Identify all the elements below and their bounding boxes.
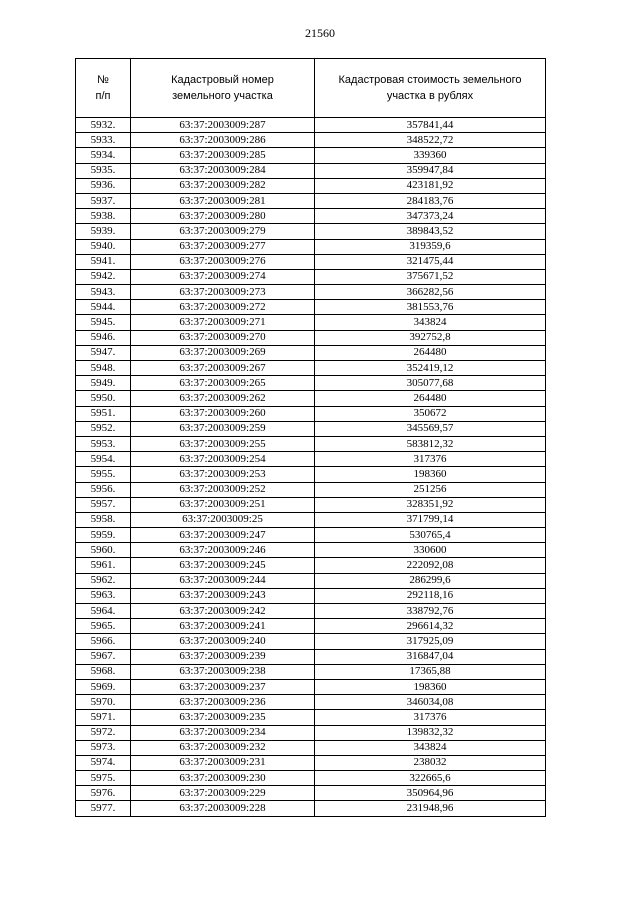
cadastral-value-cell: 292118,16	[315, 588, 546, 603]
table-row	[76, 801, 546, 816]
cadastral-number-cell: 63:37:2003009:238	[131, 664, 315, 679]
cadastral-number-cell: 63:37:2003009:254	[131, 452, 315, 467]
cadastral-value-cell: 296614,32	[315, 619, 546, 634]
header-cadastral-value	[315, 59, 546, 118]
table-row	[76, 224, 546, 239]
table-row	[76, 786, 546, 801]
table-row	[76, 497, 546, 512]
table-row	[76, 649, 546, 664]
table-row	[76, 118, 546, 133]
cadastral-value-cell: 348522,72	[315, 133, 546, 148]
cadastral-number-cell: 63:37:2003009:276	[131, 254, 315, 269]
cadastral-value-cell: 366282,56	[315, 285, 546, 300]
row-number-cell: 5966.	[76, 634, 131, 649]
table-row	[76, 285, 546, 300]
table-row	[76, 330, 546, 345]
cadastral-value-cell: 264480	[315, 345, 546, 360]
cadastral-value-cell: 317376	[315, 710, 546, 725]
cadastral-value-cell: 357841,44	[315, 118, 546, 133]
cadastral-value-cell: 343824	[315, 315, 546, 330]
table-row	[76, 178, 546, 193]
cadastral-value-cell: 530765,4	[315, 528, 546, 543]
row-number-cell: 5957.	[76, 497, 131, 512]
cadastral-value-cell: 321475,44	[315, 254, 546, 269]
cadastral-value-cell: 345569,57	[315, 421, 546, 436]
row-number-cell: 5953.	[76, 436, 131, 451]
cadastral-value-cell: 305077,68	[315, 376, 546, 391]
row-number-cell: 5969.	[76, 679, 131, 694]
cadastral-number-cell: 63:37:2003009:253	[131, 467, 315, 482]
cadastral-value-cell: 139832,32	[315, 725, 546, 740]
row-number-cell: 5963.	[76, 588, 131, 603]
row-number-cell: 5941.	[76, 254, 131, 269]
row-number-cell: 5940.	[76, 239, 131, 254]
row-number-cell: 5968.	[76, 664, 131, 679]
cadastral-number-cell: 63:37:2003009:237	[131, 679, 315, 694]
table-row	[76, 695, 546, 710]
row-number-cell: 5943.	[76, 285, 131, 300]
table-row	[76, 452, 546, 467]
table-row	[76, 148, 546, 163]
cadastral-value-cell: 583812,32	[315, 436, 546, 451]
cadastral-value-cell: 316847,04	[315, 649, 546, 664]
cadastral-number-cell: 63:37:2003009:267	[131, 361, 315, 376]
table-row	[76, 133, 546, 148]
table-row	[76, 740, 546, 755]
table-row	[76, 163, 546, 178]
cadastral-value-cell: 286299,6	[315, 573, 546, 588]
cadastral-number-cell: 63:37:2003009:240	[131, 634, 315, 649]
cadastral-number-cell: 63:37:2003009:287	[131, 118, 315, 133]
table-row	[76, 361, 546, 376]
row-number-cell: 5977.	[76, 801, 131, 816]
cadastral-value-cell: 317376	[315, 452, 546, 467]
cadastral-number-cell: 63:37:2003009:251	[131, 497, 315, 512]
row-number-cell: 5964.	[76, 604, 131, 619]
table-row	[76, 467, 546, 482]
row-number-cell: 5973.	[76, 740, 131, 755]
row-number-cell: 5939.	[76, 224, 131, 239]
table-row	[76, 239, 546, 254]
table-row	[76, 254, 546, 269]
cadastral-number-cell: 63:37:2003009:236	[131, 695, 315, 710]
cadastral-number-cell: 63:37:2003009:281	[131, 193, 315, 208]
cadastral-value-cell: 17365,88	[315, 664, 546, 679]
row-number-cell: 5934.	[76, 148, 131, 163]
row-number-cell: 5954.	[76, 452, 131, 467]
cadastral-number-cell: 63:37:2003009:260	[131, 406, 315, 421]
cadastral-value-cell: 338792,76	[315, 604, 546, 619]
cadastral-value-cell: 339360	[315, 148, 546, 163]
cadastral-value-cell: 350672	[315, 406, 546, 421]
table-row	[76, 664, 546, 679]
row-number-cell: 5967.	[76, 649, 131, 664]
row-number-cell: 5960.	[76, 543, 131, 558]
cadastral-value-cell: 284183,76	[315, 193, 546, 208]
row-number-cell: 5938.	[76, 209, 131, 224]
row-number-cell: 5955.	[76, 467, 131, 482]
cadastral-number-cell: 63:37:2003009:245	[131, 558, 315, 573]
cadastral-number-cell: 63:37:2003009:229	[131, 786, 315, 801]
cadastral-number-cell: 63:37:2003009:262	[131, 391, 315, 406]
cadastral-value-cell: 328351,92	[315, 497, 546, 512]
table-row	[76, 193, 546, 208]
table-row	[76, 269, 546, 284]
table-row	[76, 421, 546, 436]
cadastral-number-cell: 63:37:2003009:286	[131, 133, 315, 148]
cadastral-number-cell: 63:37:2003009:232	[131, 740, 315, 755]
table-row	[76, 528, 546, 543]
table-row	[76, 604, 546, 619]
row-number-cell: 5944.	[76, 300, 131, 315]
header-cadastral-number-line-1: Кадастровый номер	[171, 74, 274, 86]
cadastral-number-cell: 63:37:2003009:230	[131, 771, 315, 786]
row-number-cell: 5949.	[76, 376, 131, 391]
cadastral-number-cell: 63:37:2003009:272	[131, 300, 315, 315]
cadastral-number-cell: 63:37:2003009:255	[131, 436, 315, 451]
cadastral-value-cell: 381553,76	[315, 300, 546, 315]
table-row	[76, 406, 546, 421]
table-row	[76, 710, 546, 725]
header-cadastral-number-line-2: земельного участка	[172, 90, 273, 102]
cadastral-value-cell: 389843,52	[315, 224, 546, 239]
cadastral-number-cell: 63:37:2003009:279	[131, 224, 315, 239]
table-row	[76, 619, 546, 634]
cadastral-value-cell: 347373,24	[315, 209, 546, 224]
cadastral-value-cell: 319359,6	[315, 239, 546, 254]
cadastral-value-cell: 231948,96	[315, 801, 546, 816]
cadastral-number-cell: 63:37:2003009:269	[131, 345, 315, 360]
row-number-cell: 5958.	[76, 512, 131, 527]
table-row	[76, 573, 546, 588]
table-row	[76, 725, 546, 740]
header-num-line-1: №	[97, 74, 109, 86]
row-number-cell: 5970.	[76, 695, 131, 710]
cadastral-value-cell: 392752,8	[315, 330, 546, 345]
row-number-cell: 5976.	[76, 786, 131, 801]
cadastral-value-cell: 343824	[315, 740, 546, 755]
cadastral-value-cell: 346034,08	[315, 695, 546, 710]
cadastral-value-table	[75, 58, 546, 817]
row-number-cell: 5932.	[76, 118, 131, 133]
row-number-cell: 5962.	[76, 573, 131, 588]
cadastral-value-cell: 375671,52	[315, 269, 546, 284]
cadastral-number-cell: 63:37:2003009:239	[131, 649, 315, 664]
row-number-cell: 5946.	[76, 330, 131, 345]
row-number-cell: 5972.	[76, 725, 131, 740]
row-number-cell: 5937.	[76, 193, 131, 208]
table-row	[76, 391, 546, 406]
cadastral-value-cell: 423181,92	[315, 178, 546, 193]
cadastral-value-cell: 251256	[315, 482, 546, 497]
table-row	[76, 376, 546, 391]
cadastral-number-cell: 63:37:2003009:284	[131, 163, 315, 178]
table-row	[76, 558, 546, 573]
row-number-cell: 5935.	[76, 163, 131, 178]
row-number-cell: 5948.	[76, 361, 131, 376]
cadastral-number-cell: 63:37:2003009:244	[131, 573, 315, 588]
table-row	[76, 315, 546, 330]
cadastral-value-cell: 352419,12	[315, 361, 546, 376]
header-num	[76, 59, 131, 118]
table-row	[76, 634, 546, 649]
cadastral-number-cell: 63:37:2003009:259	[131, 421, 315, 436]
cadastral-number-cell: 63:37:2003009:242	[131, 604, 315, 619]
cadastral-number-cell: 63:37:2003009:285	[131, 148, 315, 163]
cadastral-number-cell: 63:37:2003009:228	[131, 801, 315, 816]
cadastral-number-cell: 63:37:2003009:235	[131, 710, 315, 725]
cadastral-value-cell: 222092,08	[315, 558, 546, 573]
table-row	[76, 436, 546, 451]
header-cadastral-number	[131, 59, 315, 118]
cadastral-number-cell: 63:37:2003009:270	[131, 330, 315, 345]
row-number-cell: 5956.	[76, 482, 131, 497]
cadastral-value-cell: 198360	[315, 679, 546, 694]
row-number-cell: 5936.	[76, 178, 131, 193]
table-row	[76, 482, 546, 497]
cadastral-number-cell: 63:37:2003009:25	[131, 512, 315, 527]
row-number-cell: 5933.	[76, 133, 131, 148]
cadastral-number-cell: 63:37:2003009:231	[131, 755, 315, 770]
cadastral-number-cell: 63:37:2003009:246	[131, 543, 315, 558]
cadastral-number-cell: 63:37:2003009:274	[131, 269, 315, 284]
table-row	[76, 679, 546, 694]
cadastral-number-cell: 63:37:2003009:271	[131, 315, 315, 330]
cadastral-number-cell: 63:37:2003009:243	[131, 588, 315, 603]
cadastral-number-cell: 63:37:2003009:282	[131, 178, 315, 193]
cadastral-value-cell: 330600	[315, 543, 546, 558]
row-number-cell: 5942.	[76, 269, 131, 284]
cadastral-value-cell: 198360	[315, 467, 546, 482]
row-number-cell: 5959.	[76, 528, 131, 543]
row-number-cell: 5950.	[76, 391, 131, 406]
cadastral-value-cell: 264480	[315, 391, 546, 406]
row-number-cell: 5961.	[76, 558, 131, 573]
table-row	[76, 512, 546, 527]
row-number-cell: 5974.	[76, 755, 131, 770]
cadastral-number-cell: 63:37:2003009:247	[131, 528, 315, 543]
cadastral-value-cell: 371799,14	[315, 512, 546, 527]
cadastral-number-cell: 63:37:2003009:277	[131, 239, 315, 254]
table-row	[76, 300, 546, 315]
cadastral-value-cell: 359947,84	[315, 163, 546, 178]
cadastral-value-cell: 350964,96	[315, 786, 546, 801]
cadastral-number-cell: 63:37:2003009:234	[131, 725, 315, 740]
page-number: 21560	[305, 26, 335, 40]
table-row	[76, 209, 546, 224]
table-header-row	[76, 59, 546, 118]
row-number-cell: 5952.	[76, 421, 131, 436]
header-cadastral-value-line-1: Кадастровая стоимость земельного	[338, 74, 522, 86]
header-num-line-2: п/п	[95, 90, 111, 102]
table-row	[76, 543, 546, 558]
row-number-cell: 5945.	[76, 315, 131, 330]
cadastral-value-cell: 322665,6	[315, 771, 546, 786]
row-number-cell: 5947.	[76, 345, 131, 360]
row-number-cell: 5951.	[76, 406, 131, 421]
cadastral-number-cell: 63:37:2003009:273	[131, 285, 315, 300]
table-row	[76, 588, 546, 603]
table-row	[76, 771, 546, 786]
table-row	[76, 755, 546, 770]
header-cadastral-value-line-2: участка в рублях	[386, 90, 474, 102]
cadastral-number-cell: 63:37:2003009:280	[131, 209, 315, 224]
table-body	[76, 118, 546, 817]
row-number-cell: 5975.	[76, 771, 131, 786]
row-number-cell: 5965.	[76, 619, 131, 634]
row-number-cell: 5971.	[76, 710, 131, 725]
cadastral-number-cell: 63:37:2003009:241	[131, 619, 315, 634]
cadastral-number-cell: 63:37:2003009:265	[131, 376, 315, 391]
cadastral-value-cell: 317925,09	[315, 634, 546, 649]
cadastral-value-cell: 238032	[315, 755, 546, 770]
table-row	[76, 345, 546, 360]
cadastral-number-cell: 63:37:2003009:252	[131, 482, 315, 497]
